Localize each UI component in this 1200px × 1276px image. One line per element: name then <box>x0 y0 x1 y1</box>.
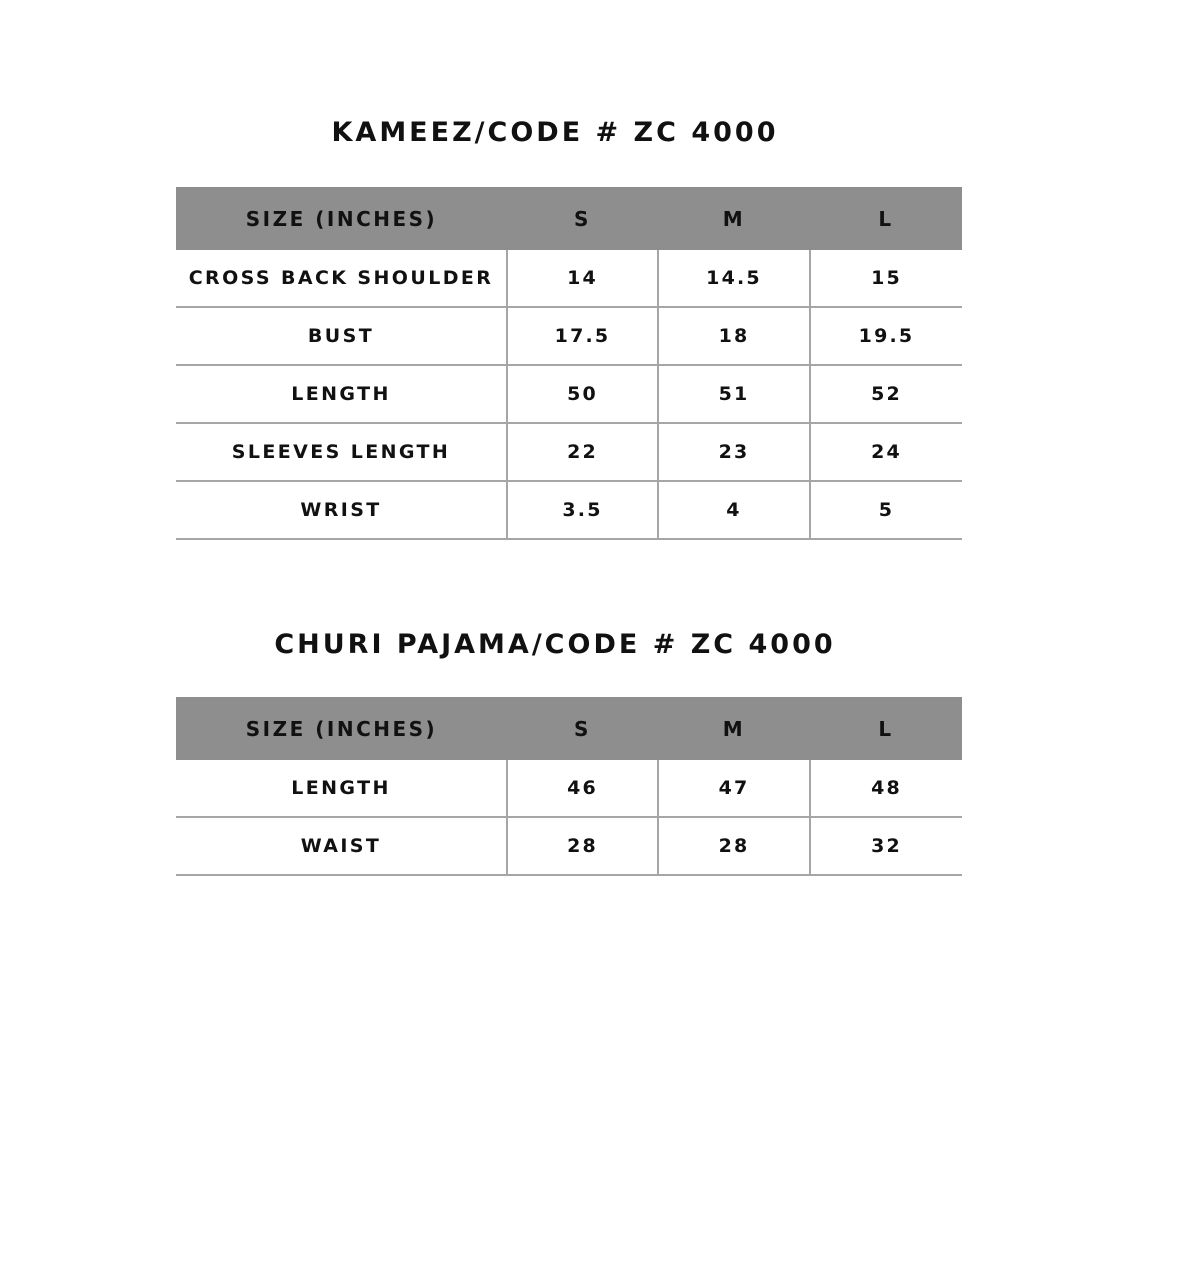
cell-size-s: 14 <box>507 250 658 307</box>
cell-size-m: 47 <box>658 760 810 817</box>
cell-size-s: 3.5 <box>507 481 658 539</box>
row-label: BUST <box>176 307 507 365</box>
cell-size-m: 18 <box>658 307 810 365</box>
cell-size-l: 32 <box>810 817 962 875</box>
cell-size-m: 51 <box>658 365 810 423</box>
cell-size-m: 4 <box>658 481 810 539</box>
row-label: WAIST <box>176 817 507 875</box>
table-row <box>176 307 962 365</box>
header-size-l: L <box>810 187 962 250</box>
header-size-s: S <box>507 697 658 760</box>
cell-size-s: 22 <box>507 423 658 481</box>
table-row <box>176 250 962 307</box>
row-label: WRIST <box>176 481 507 539</box>
cell-size-m: 28 <box>658 817 810 875</box>
row-label: SLEEVES LENGTH <box>176 423 507 481</box>
table-header-row <box>176 697 962 760</box>
cell-size-l: 24 <box>810 423 962 481</box>
cell-size-s: 17.5 <box>507 307 658 365</box>
header-size-inches: SIZE (INCHES) <box>176 697 507 760</box>
cell-size-s: 28 <box>507 817 658 875</box>
kameez-size-chart-title: KAMEEZ/CODE # ZC 4000 <box>331 117 779 148</box>
cell-size-s: 46 <box>507 760 658 817</box>
table-row <box>176 365 962 423</box>
header-size-inches: SIZE (INCHES) <box>176 187 507 250</box>
churi-pajama-size-chart-title: CHURI PAJAMA/CODE # ZC 4000 <box>274 629 836 660</box>
cell-size-l: 5 <box>810 481 962 539</box>
header-size-s: S <box>507 187 658 250</box>
cell-size-m: 14.5 <box>658 250 810 307</box>
churi-pajama-size-table <box>176 697 962 876</box>
header-size-l: L <box>810 697 962 760</box>
header-size-m: M <box>658 187 810 250</box>
row-label: CROSS BACK SHOULDER <box>176 250 507 307</box>
cell-size-l: 15 <box>810 250 962 307</box>
cell-size-s: 50 <box>507 365 658 423</box>
table-row <box>176 481 962 539</box>
row-label: LENGTH <box>176 760 507 817</box>
table-row <box>176 760 962 817</box>
header-size-m: M <box>658 697 810 760</box>
kameez-size-table <box>176 187 962 540</box>
table-row <box>176 817 962 875</box>
table-row <box>176 423 962 481</box>
cell-size-m: 23 <box>658 423 810 481</box>
table-header-row <box>176 187 962 250</box>
cell-size-l: 52 <box>810 365 962 423</box>
row-label: LENGTH <box>176 365 507 423</box>
cell-size-l: 19.5 <box>810 307 962 365</box>
cell-size-l: 48 <box>810 760 962 817</box>
